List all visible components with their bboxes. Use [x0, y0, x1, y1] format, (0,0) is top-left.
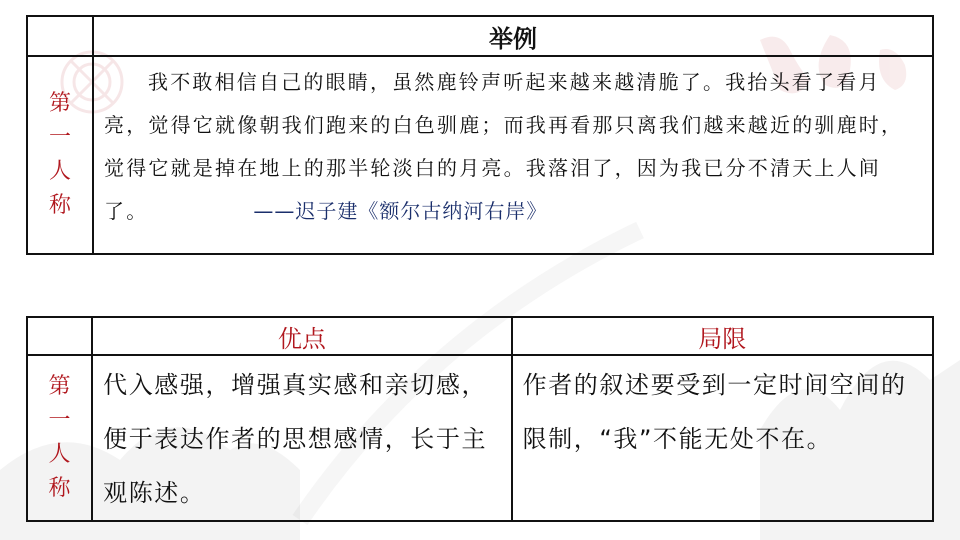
evaluation-side-label: 第一人称 — [48, 374, 71, 501]
passage-attribution: ——迟子建《额尔古纳河右岸》 — [253, 199, 548, 223]
example-passage — [104, 61, 922, 233]
example-table — [26, 15, 934, 255]
example-body-row — [27, 56, 933, 254]
limitations-cell — [512, 355, 933, 521]
evaluation-corner-cell — [27, 317, 92, 355]
evaluation-side-cell — [27, 355, 92, 521]
passage-text: 我不敢相信自己的眼睛，虽然鹿铃声听起来越来越清脆了。我抬头看了看月亮，觉得它就像朝我们跑来的白色驯鹿；而我再看那只离我们越来越近的驯鹿时，觉得它就是掉在地上的那半轮淡白的月亮。我落泪了，因为我已分不清天上人间了。 — [104, 70, 904, 223]
evaluation-header-row — [27, 317, 933, 355]
evaluation-body-row — [27, 355, 933, 521]
example-side-label: 第一人称 — [48, 91, 71, 218]
example-passage-cell — [93, 56, 933, 254]
evaluation-table — [26, 316, 934, 522]
example-header: 举例 — [93, 16, 933, 56]
example-corner-cell — [27, 16, 93, 56]
advantages-cell — [92, 355, 512, 521]
example-header-row — [27, 16, 933, 56]
example-side-cell — [27, 56, 93, 254]
advantages-header: 优点 — [92, 317, 512, 355]
limitations-header: 局限 — [512, 317, 933, 355]
limitations-text: 作者的叙述要受到一定时间空间的限制，“我”不能无处不在。 — [522, 371, 907, 453]
advantages-text: 代入感强，增强真实感和亲切感，便于表达作者的思想感情，长于主观陈述。 — [103, 371, 488, 507]
